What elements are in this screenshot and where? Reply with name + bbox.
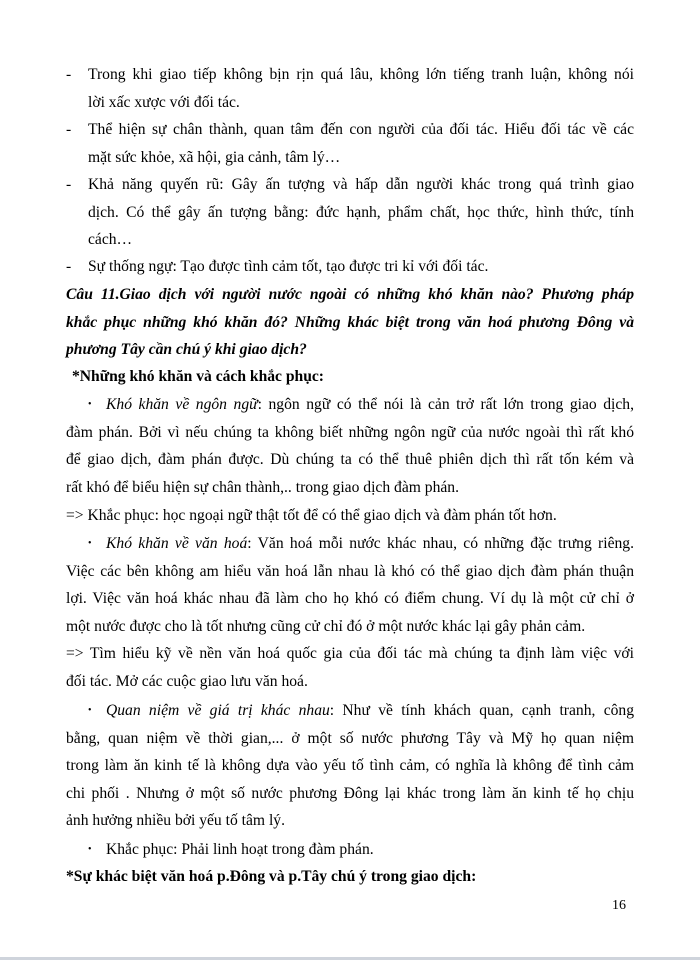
text-line: Khắc phục: Phải linh hoạt trong đàm phán. xyxy=(106,841,374,858)
text-line: trong làm ăn kinh tế là không dựa vào yếu tố tình cảm, có nghĩa là không để tình cảm xyxy=(66,757,634,774)
text-line: bằng, quan niệm về thời gian,... ở một số nước phương Tây và Mỹ họ quan niệm xyxy=(66,729,634,747)
question-line: Câu 11.Giao dịch với người nước ngoài có những khó khăn nào? Phương pháp xyxy=(66,286,634,303)
bullet-label: Khó khăn về ngôn ngữ xyxy=(106,396,258,413)
question-heading xyxy=(66,281,634,364)
text-line xyxy=(106,697,634,725)
text-line: ảnh hưởng nhiều bởi yếu tố tâm lý. xyxy=(66,812,285,829)
text-line: mặt sức khỏe, xã hội, gia cảnh, tâm lý… xyxy=(88,148,341,166)
question-line: khắc phục những khó khăn đó? Những khác biệt trong văn hoá phương Đông và xyxy=(66,313,634,331)
text-line: => Tìm hiểu kỹ về nền văn hoá quốc gia của đối tác mà chúng ta định làm việc với xyxy=(66,645,634,662)
text-line: lợi. Việc văn hoá khác nhau đã làm cho họ khó có điểm chung. Ví dụ là một cử chỉ ở xyxy=(66,590,634,607)
dash-marker: - xyxy=(66,121,72,138)
bullet-culture xyxy=(66,530,634,640)
text-line: đàm phán. Bởi vì nếu chúng ta không biết những ngôn ngữ của nước ngoài thì rất khó xyxy=(66,423,634,441)
bullet-marker: • xyxy=(88,399,92,410)
text-line: cách… xyxy=(88,231,133,248)
fix-line: => Khắc phục: học ngoại ngữ thật tốt để có thể giao dịch và đàm phán tốt hơn. xyxy=(66,507,557,524)
text-line: một nước được cho là tốt nhưng cũng cử chỉ đó ở một nước khác lại gây phản cảm. xyxy=(66,617,586,635)
dash-marker: - xyxy=(66,258,72,275)
bullet-label: Khó khăn về văn hoá xyxy=(106,535,248,552)
bullet-rest: : ngôn ngữ có thể nói là cản trở rất lớn trong giao dịch, xyxy=(257,396,634,413)
bullet-rest: : Như về tính khách quan, cạnh tranh, công xyxy=(329,702,635,719)
bullet-label: Quan niệm về giá trị khác nhau xyxy=(106,702,330,719)
text-line: Thể hiện sự chân thành, quan tâm đến con người của đối tác. Hiểu đối tác về các xyxy=(88,121,634,138)
bullet-values xyxy=(66,697,634,835)
bullet-marker: • xyxy=(88,538,92,549)
page-number: 16 xyxy=(612,898,626,913)
text-line: Trong khi giao tiếp không bịn rịn quá lâu, không lớn tiếng tranh luận, không nói xyxy=(88,66,634,83)
text-line: đối tác. Mở các cuộc giao lưu văn hoá. xyxy=(66,672,308,690)
text-line: dịch. Có thể gây ấn tượng bằng: đức hạnh, phẩm chất, học thức, hình thức, tính xyxy=(88,203,634,221)
dash-item-2 xyxy=(66,116,634,171)
text-line: Sự thống ngự: Tạo được tình cảm tốt, tạo được tri kỉ với đối tác. xyxy=(88,258,489,275)
text-line: Việc các bên không am hiểu văn hoá lẫn nhau là khó có thể giao dịch đàm phán thuận xyxy=(66,562,634,580)
question-line: phương Tây cần chú ý khi giao dịch? xyxy=(66,341,307,358)
bullet-language xyxy=(66,391,634,501)
text-line xyxy=(106,530,634,558)
bullet-marker: • xyxy=(88,705,92,716)
text-line xyxy=(106,391,634,419)
dash-item-3 xyxy=(66,171,634,254)
dash-marker: - xyxy=(66,66,72,83)
bullet-marker: • xyxy=(88,844,92,855)
section-heading: *Những khó khăn và cách khắc phục: xyxy=(72,368,325,385)
text-line: lời xấc xược với đối tác. xyxy=(88,93,240,111)
text-line: để giao dịch, đàm phán được. Dù chúng ta có thể thuê phiên dịch thì rất tốn kém và xyxy=(66,451,634,468)
text-line: chi phối . Nhưng ở một số nước phương Đông lại khác trong làm ăn kinh tế họ chịu xyxy=(66,784,634,802)
text-line: Khả năng quyến rũ: Gây ấn tượng và hấp dẫn người khác trong quá trình giao xyxy=(88,176,634,193)
dash-marker: - xyxy=(66,176,72,193)
dash-item-1 xyxy=(66,61,634,116)
section-heading: *Sự khác biệt văn hoá p.Đông và p.Tây chú ý trong giao dịch: xyxy=(66,868,477,885)
dash-item-4 xyxy=(66,253,634,281)
fix-paragraph xyxy=(66,640,634,695)
text-line: rất khó để biểu hiện sự chân thành,.. trong giao dịch đàm phán. xyxy=(66,478,459,496)
bullet-flexible xyxy=(66,836,634,864)
bullet-rest: : Văn hoá mỗi nước khác nhau, có những đặc trưng riêng. xyxy=(247,535,634,552)
